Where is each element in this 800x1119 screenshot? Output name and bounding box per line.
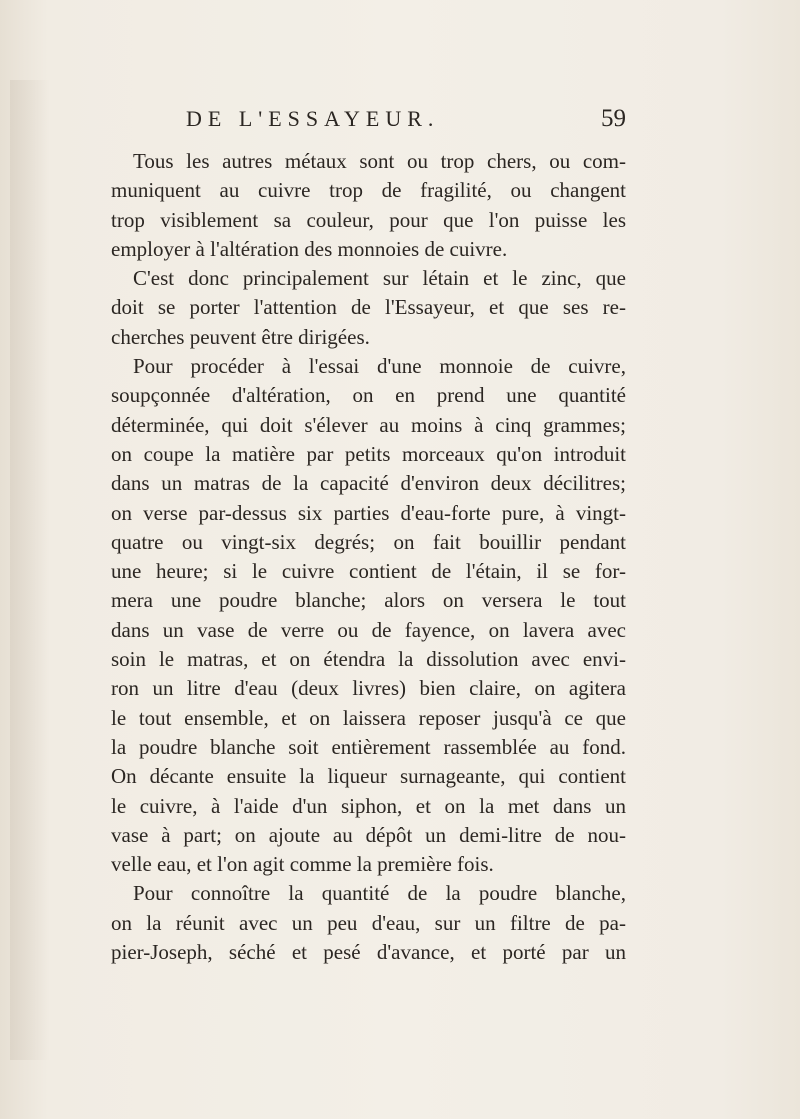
text-line: doit se porter l'attention de l'Essayeur, et que ses re- xyxy=(111,295,626,320)
text-line: le tout ensemble, et on laissera reposer jusqu'à ce que xyxy=(111,705,626,730)
text-line: Pour connoître la quantité de la poudre blanche, xyxy=(133,881,626,906)
text-line: la poudre blanche soit entièrement rassemblée au fond. xyxy=(111,734,626,759)
text-line: On décante ensuite la liqueur surnageante, qui contient xyxy=(111,764,626,789)
text-line: cherches peuvent être dirigées. xyxy=(111,324,370,349)
page-gutter-shadow xyxy=(10,80,50,1060)
text-line: trop visiblement sa couleur, pour que l'on puisse les xyxy=(111,207,626,232)
text-line: soupçonnée d'altération, on en prend une quantité xyxy=(111,383,626,408)
text-line: on coupe la matière par petits morceaux qu'on introduit xyxy=(111,441,626,466)
text-line: on verse par-dessus six parties d'eau-forte pure, à vingt- xyxy=(111,500,626,525)
text-line: vase à part; on ajoute au dépôt un demi-litre de nou- xyxy=(111,822,626,847)
text-line: quatre ou vingt-six degrés; on fait bouillir pendant xyxy=(111,529,626,554)
text-line: le cuivre, à l'aide d'un siphon, et on la met dans un xyxy=(111,793,626,818)
text-line: muniquent au cuivre trop de fragilité, ou changent xyxy=(111,178,626,203)
text-line: Tous les autres métaux sont ou trop chers, ou com- xyxy=(133,149,626,173)
text-line: dans un vase de verre ou de fayence, on lavera avec xyxy=(111,617,626,642)
text-line: soin le matras, et on étendra la dissolution avec envi- xyxy=(111,647,626,672)
page-header xyxy=(186,106,626,142)
text-line: velle eau, et l'on agit comme la première fois. xyxy=(111,852,494,877)
text-line: Pour procéder à l'essai d'une monnoie de cuivre, xyxy=(133,354,626,379)
text-line: déterminée, qui doit s'élever au moins à cinq grammes; xyxy=(111,412,626,437)
body-text xyxy=(111,147,626,967)
text-line: ron un litre d'eau (deux livres) bien claire, on agitera xyxy=(111,676,626,701)
running-title: DE L'ESSAYEUR. xyxy=(186,106,440,131)
text-line: on la réunit avec un peu d'eau, sur un filtre de pa- xyxy=(111,910,626,935)
text-line: une heure; si le cuivre contient de l'étain, il se for- xyxy=(111,559,626,584)
page-number: 59 xyxy=(601,105,626,132)
text-line: employer à l'altération des monnoies de cuivre. xyxy=(111,236,508,261)
text-line: mera une poudre blanche; alors on versera le tout xyxy=(111,588,626,613)
text-line: pier-Joseph, séché et pesé d'avance, et porté par un xyxy=(111,940,626,965)
text-line: dans un matras de la capacité d'environ deux décilitres; xyxy=(111,471,626,496)
text-line: C'est donc principalement sur létain et le zinc, que xyxy=(133,266,626,291)
